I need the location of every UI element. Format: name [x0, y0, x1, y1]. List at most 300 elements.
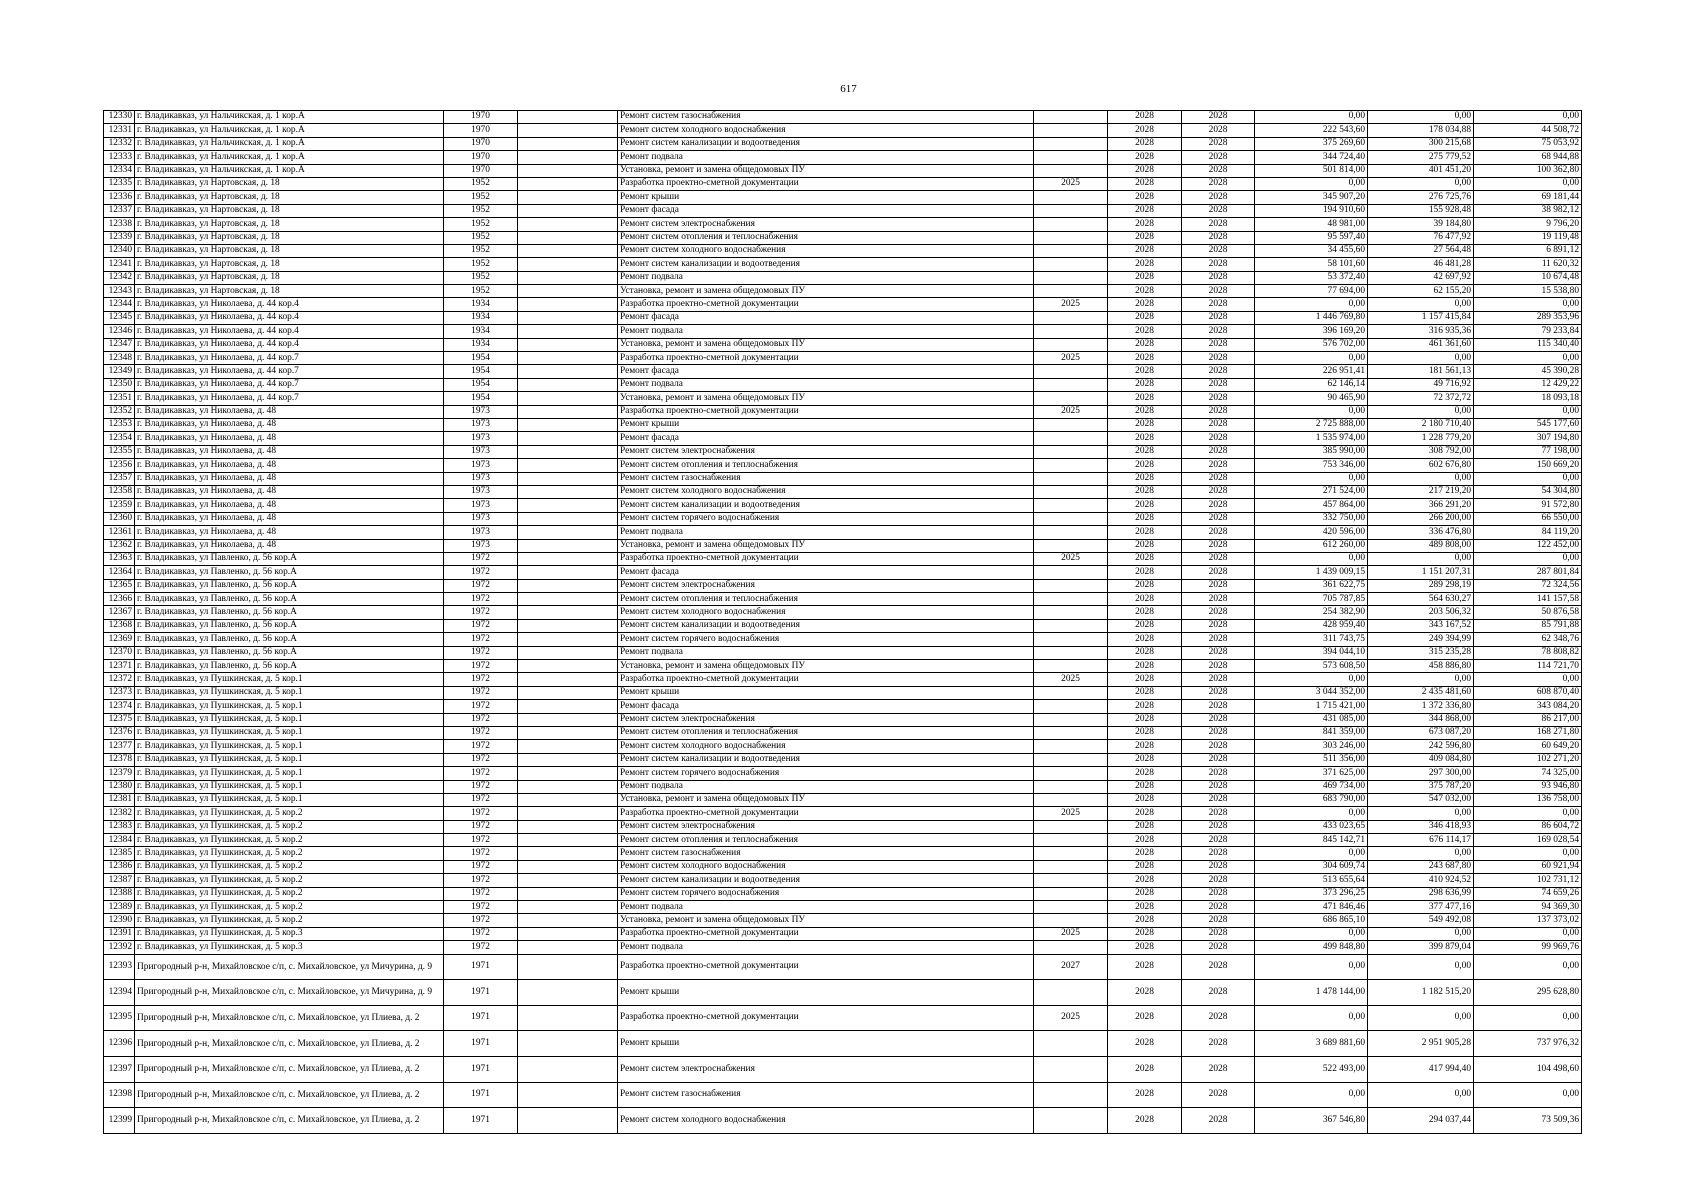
- table-row: [104, 352, 1582, 365]
- total-cost-cell: 90 465,90: [1255, 392, 1368, 405]
- fund-cost-cell: 217 219,20: [1368, 485, 1474, 498]
- total-cost-cell: 753 346,00: [1255, 459, 1368, 472]
- psd-year-cell: [1034, 941, 1108, 954]
- work-type-cell: Ремонт крыши: [618, 1031, 1034, 1057]
- address-cell: г. Владикавказ, ул Пушкинская, д. 5 кор.1: [135, 713, 444, 726]
- work-type-cell: Ремонт систем отопления и теплоснабжения: [618, 726, 1034, 739]
- fund-cost-cell: 346 418,93: [1368, 820, 1474, 833]
- build-year-cell: 1973: [444, 499, 518, 512]
- psd-year-cell: [1034, 418, 1108, 431]
- build-year-cell: 1973: [444, 445, 518, 458]
- address-cell: г. Владикавказ, ул Пушкинская, д. 5 кор.2: [135, 860, 444, 873]
- plan-year-end-cell: 2028: [1182, 874, 1255, 887]
- address-cell: г. Владикавказ, ул Павленко, д. 56 кор.А: [135, 660, 444, 673]
- plan-year-end-cell: 2028: [1182, 780, 1255, 793]
- build-year-cell: 1971: [444, 954, 518, 980]
- owners-cost-cell: 136 758,00: [1474, 793, 1582, 806]
- table-row: [104, 231, 1582, 244]
- psd-year-cell: [1034, 378, 1108, 391]
- total-cost-cell: 373 296,25: [1255, 887, 1368, 900]
- row-number-cell: 12342: [104, 271, 135, 284]
- build-year-cell: 1954: [444, 378, 518, 391]
- empty-cell: [518, 579, 618, 592]
- total-cost-cell: 0,00: [1255, 673, 1368, 686]
- address-cell: г. Владикавказ, ул Пушкинская, д. 5 кор.3: [135, 927, 444, 940]
- total-cost-cell: 0,00: [1255, 927, 1368, 940]
- address-cell: г. Владикавказ, ул Пушкинская, д. 5 кор.2: [135, 874, 444, 887]
- build-year-cell: 1973: [444, 526, 518, 539]
- owners-cost-cell: 93 946,80: [1474, 780, 1582, 793]
- plan-year-end-cell: 2028: [1182, 271, 1255, 284]
- empty-cell: [518, 847, 618, 860]
- plan-year-start-cell: 2028: [1108, 686, 1182, 699]
- build-year-cell: 1954: [444, 365, 518, 378]
- plan-year-end-cell: 2028: [1182, 901, 1255, 914]
- row-number-cell: 12386: [104, 860, 135, 873]
- fund-cost-cell: 461 361,60: [1368, 338, 1474, 351]
- plan-year-start-cell: 2028: [1108, 726, 1182, 739]
- table-row: [104, 901, 1582, 914]
- work-type-cell: Ремонт систем канализации и водоотведения: [618, 499, 1034, 512]
- psd-year-cell: [1034, 1056, 1108, 1082]
- empty-cell: [518, 445, 618, 458]
- owners-cost-cell: 79 233,84: [1474, 325, 1582, 338]
- plan-year-start-cell: 2028: [1108, 124, 1182, 137]
- plan-year-start-cell: 2028: [1108, 807, 1182, 820]
- empty-cell: [518, 258, 618, 271]
- total-cost-cell: 194 910,60: [1255, 204, 1368, 217]
- psd-year-cell: [1034, 566, 1108, 579]
- total-cost-cell: 396 169,20: [1255, 325, 1368, 338]
- total-cost-cell: 58 101,60: [1255, 258, 1368, 271]
- fund-cost-cell: 155 928,48: [1368, 204, 1474, 217]
- work-type-cell: Ремонт систем холодного водоснабжения: [618, 485, 1034, 498]
- build-year-cell: 1973: [444, 485, 518, 498]
- work-type-cell: Ремонт фасада: [618, 432, 1034, 445]
- work-type-cell: Установка, ремонт и замена общедомовых ПУ: [618, 338, 1034, 351]
- plan-year-start-cell: 2028: [1108, 352, 1182, 365]
- fund-cost-cell: 489 808,00: [1368, 539, 1474, 552]
- owners-cost-cell: 73 509,36: [1474, 1108, 1582, 1134]
- plan-year-start-cell: 2028: [1108, 526, 1182, 539]
- fund-cost-cell: 1 182 515,20: [1368, 980, 1474, 1006]
- row-number-cell: 12397: [104, 1056, 135, 1082]
- total-cost-cell: 457 864,00: [1255, 499, 1368, 512]
- build-year-cell: 1972: [444, 927, 518, 940]
- psd-year-cell: [1034, 593, 1108, 606]
- work-type-cell: Ремонт систем канализации и водоотведения: [618, 753, 1034, 766]
- total-cost-cell: 304 609,74: [1255, 860, 1368, 873]
- build-year-cell: 1972: [444, 767, 518, 780]
- empty-cell: [518, 392, 618, 405]
- psd-year-cell: 2025: [1034, 927, 1108, 940]
- plan-year-start-cell: 2028: [1108, 941, 1182, 954]
- table-row: [104, 325, 1582, 338]
- plan-year-start-cell: 2028: [1108, 633, 1182, 646]
- table-row: [104, 1108, 1582, 1134]
- table-row: [104, 218, 1582, 231]
- address-cell: г. Владикавказ, ул Николаева, д. 44 кор.4: [135, 338, 444, 351]
- table-row: [104, 526, 1582, 539]
- fund-cost-cell: 178 034,88: [1368, 124, 1474, 137]
- plan-year-start-cell: 2028: [1108, 432, 1182, 445]
- row-number-cell: 12393: [104, 954, 135, 980]
- empty-cell: [518, 1056, 618, 1082]
- work-type-cell: Разработка проектно-сметной документации: [618, 1005, 1034, 1031]
- fund-cost-cell: 549 492,08: [1368, 914, 1474, 927]
- fund-cost-cell: 0,00: [1368, 472, 1474, 485]
- total-cost-cell: 1 535 974,00: [1255, 432, 1368, 445]
- table-row: [104, 472, 1582, 485]
- build-year-cell: 1972: [444, 914, 518, 927]
- plan-year-end-cell: 2028: [1182, 539, 1255, 552]
- table-row: [104, 191, 1582, 204]
- total-cost-cell: 0,00: [1255, 847, 1368, 860]
- fund-cost-cell: 203 506,32: [1368, 606, 1474, 619]
- build-year-cell: 1972: [444, 673, 518, 686]
- table-row: [104, 258, 1582, 271]
- build-year-cell: 1972: [444, 941, 518, 954]
- address-cell: г. Владикавказ, ул Пушкинская, д. 5 кор.1: [135, 753, 444, 766]
- row-number-cell: 12357: [104, 472, 135, 485]
- empty-cell: [518, 311, 618, 324]
- total-cost-cell: 433 023,65: [1255, 820, 1368, 833]
- build-year-cell: 1934: [444, 298, 518, 311]
- plan-year-start-cell: 2028: [1108, 1031, 1182, 1057]
- table-row: [104, 673, 1582, 686]
- fund-cost-cell: 377 477,16: [1368, 901, 1474, 914]
- row-number-cell: 12348: [104, 352, 135, 365]
- row-number-cell: 12363: [104, 552, 135, 565]
- owners-cost-cell: 0,00: [1474, 847, 1582, 860]
- owners-cost-cell: 169 028,54: [1474, 834, 1582, 847]
- total-cost-cell: 705 787,85: [1255, 593, 1368, 606]
- empty-cell: [518, 1082, 618, 1108]
- empty-cell: [518, 432, 618, 445]
- total-cost-cell: 841 359,00: [1255, 726, 1368, 739]
- plan-year-end-cell: 2028: [1182, 980, 1255, 1006]
- empty-cell: [518, 298, 618, 311]
- empty-cell: [518, 780, 618, 793]
- capital-repair-table: [103, 110, 1582, 1134]
- build-year-cell: 1972: [444, 780, 518, 793]
- owners-cost-cell: 44 508,72: [1474, 124, 1582, 137]
- plan-year-start-cell: 2028: [1108, 606, 1182, 619]
- psd-year-cell: [1034, 499, 1108, 512]
- psd-year-cell: [1034, 392, 1108, 405]
- psd-year-cell: [1034, 887, 1108, 900]
- work-type-cell: Установка, ремонт и замена общедомовых ПУ: [618, 392, 1034, 405]
- owners-cost-cell: 68 944,88: [1474, 151, 1582, 164]
- table-row: [104, 646, 1582, 659]
- build-year-cell: 1952: [444, 244, 518, 257]
- plan-year-start-cell: 2028: [1108, 499, 1182, 512]
- total-cost-cell: 0,00: [1255, 954, 1368, 980]
- owners-cost-cell: 99 969,76: [1474, 941, 1582, 954]
- total-cost-cell: 0,00: [1255, 1005, 1368, 1031]
- address-cell: г. Владикавказ, ул Пушкинская, д. 5 кор.1: [135, 686, 444, 699]
- psd-year-cell: [1034, 767, 1108, 780]
- empty-cell: [518, 151, 618, 164]
- total-cost-cell: 394 044,10: [1255, 646, 1368, 659]
- address-cell: г. Владикавказ, ул Нартовская, д. 18: [135, 218, 444, 231]
- work-type-cell: Установка, ремонт и замена общедомовых ПУ: [618, 793, 1034, 806]
- empty-cell: [518, 191, 618, 204]
- address-cell: г. Владикавказ, ул Николаева, д. 44 кор.7: [135, 378, 444, 391]
- address-cell: г. Владикавказ, ул Пушкинская, д. 5 кор.1: [135, 793, 444, 806]
- total-cost-cell: 375 269,60: [1255, 137, 1368, 150]
- empty-cell: [518, 539, 618, 552]
- build-year-cell: 1972: [444, 593, 518, 606]
- plan-year-start-cell: 2028: [1108, 459, 1182, 472]
- row-number-cell: 12371: [104, 660, 135, 673]
- empty-cell: [518, 218, 618, 231]
- table-row: [104, 834, 1582, 847]
- plan-year-start-cell: 2028: [1108, 485, 1182, 498]
- fund-cost-cell: 298 636,99: [1368, 887, 1474, 900]
- row-number-cell: 12395: [104, 1005, 135, 1031]
- empty-cell: [518, 874, 618, 887]
- plan-year-start-cell: 2028: [1108, 887, 1182, 900]
- psd-year-cell: [1034, 980, 1108, 1006]
- work-type-cell: Ремонт систем отопления и теплоснабжения: [618, 231, 1034, 244]
- plan-year-start-cell: 2028: [1108, 445, 1182, 458]
- fund-cost-cell: 336 476,80: [1368, 526, 1474, 539]
- plan-year-end-cell: 2028: [1182, 1005, 1255, 1031]
- row-number-cell: 12341: [104, 258, 135, 271]
- owners-cost-cell: 150 669,20: [1474, 459, 1582, 472]
- build-year-cell: 1952: [444, 177, 518, 190]
- address-cell: г. Владикавказ, ул Пушкинская, д. 5 кор.1: [135, 700, 444, 713]
- owners-cost-cell: 62 348,76: [1474, 633, 1582, 646]
- work-type-cell: Ремонт систем отопления и теплоснабжения: [618, 459, 1034, 472]
- row-number-cell: 12394: [104, 980, 135, 1006]
- plan-year-end-cell: 2028: [1182, 740, 1255, 753]
- fund-cost-cell: 62 155,20: [1368, 285, 1474, 298]
- psd-year-cell: [1034, 191, 1108, 204]
- fund-cost-cell: 243 687,80: [1368, 860, 1474, 873]
- build-year-cell: 1973: [444, 472, 518, 485]
- owners-cost-cell: 45 390,28: [1474, 365, 1582, 378]
- table-row: [104, 244, 1582, 257]
- owners-cost-cell: 0,00: [1474, 111, 1582, 124]
- psd-year-cell: [1034, 325, 1108, 338]
- psd-year-cell: [1034, 151, 1108, 164]
- plan-year-end-cell: 2028: [1182, 579, 1255, 592]
- fund-cost-cell: 2 951 905,28: [1368, 1031, 1474, 1057]
- table-row: [104, 860, 1582, 873]
- empty-cell: [518, 512, 618, 525]
- plan-year-end-cell: 2028: [1182, 352, 1255, 365]
- psd-year-cell: [1034, 700, 1108, 713]
- work-type-cell: Установка, ремонт и замена общедомовых ПУ: [618, 539, 1034, 552]
- address-cell: г. Владикавказ, ул Нальчикская, д. 1 кор.А: [135, 111, 444, 124]
- work-type-cell: Ремонт подвала: [618, 941, 1034, 954]
- psd-year-cell: 2025: [1034, 352, 1108, 365]
- empty-cell: [518, 793, 618, 806]
- plan-year-start-cell: 2028: [1108, 164, 1182, 177]
- work-type-cell: Разработка проектно-сметной документации: [618, 177, 1034, 190]
- empty-cell: [518, 378, 618, 391]
- work-type-cell: Ремонт систем холодного водоснабжения: [618, 860, 1034, 873]
- empty-cell: [518, 1108, 618, 1134]
- row-number-cell: 12358: [104, 485, 135, 498]
- owners-cost-cell: 10 674,48: [1474, 271, 1582, 284]
- total-cost-cell: 0,00: [1255, 552, 1368, 565]
- table-row: [104, 619, 1582, 632]
- owners-cost-cell: 168 271,80: [1474, 726, 1582, 739]
- empty-cell: [518, 941, 618, 954]
- plan-year-end-cell: 2028: [1182, 191, 1255, 204]
- build-year-cell: 1972: [444, 646, 518, 659]
- plan-year-end-cell: 2028: [1182, 338, 1255, 351]
- fund-cost-cell: 76 477,92: [1368, 231, 1474, 244]
- row-number-cell: 12335: [104, 177, 135, 190]
- work-type-cell: Ремонт систем холодного водоснабжения: [618, 1108, 1034, 1134]
- work-type-cell: Ремонт систем канализации и водоотведения: [618, 137, 1034, 150]
- build-year-cell: 1952: [444, 258, 518, 271]
- row-number-cell: 12381: [104, 793, 135, 806]
- row-number-cell: 12379: [104, 767, 135, 780]
- work-type-cell: Ремонт систем канализации и водоотведения: [618, 874, 1034, 887]
- table-row: [104, 177, 1582, 190]
- empty-cell: [518, 646, 618, 659]
- work-type-cell: Ремонт систем горячего водоснабжения: [618, 767, 1034, 780]
- build-year-cell: 1952: [444, 271, 518, 284]
- psd-year-cell: [1034, 512, 1108, 525]
- fund-cost-cell: 181 561,13: [1368, 365, 1474, 378]
- work-type-cell: Разработка проектно-сметной документации: [618, 352, 1034, 365]
- plan-year-end-cell: 2028: [1182, 1031, 1255, 1057]
- total-cost-cell: 513 655,64: [1255, 874, 1368, 887]
- build-year-cell: 1952: [444, 231, 518, 244]
- build-year-cell: 1972: [444, 566, 518, 579]
- work-type-cell: Ремонт крыши: [618, 686, 1034, 699]
- psd-year-cell: [1034, 271, 1108, 284]
- plan-year-end-cell: 2028: [1182, 660, 1255, 673]
- work-type-cell: Ремонт систем отопления и теплоснабжения: [618, 593, 1034, 606]
- row-number-cell: 12330: [104, 111, 135, 124]
- build-year-cell: 1971: [444, 1082, 518, 1108]
- plan-year-start-cell: 2028: [1108, 191, 1182, 204]
- work-type-cell: Ремонт фасада: [618, 700, 1034, 713]
- table-row: [104, 566, 1582, 579]
- plan-year-start-cell: 2028: [1108, 740, 1182, 753]
- row-number-cell: 12359: [104, 499, 135, 512]
- work-type-cell: Ремонт крыши: [618, 418, 1034, 431]
- work-type-cell: Ремонт подвала: [618, 151, 1034, 164]
- work-type-cell: Разработка проектно-сметной документации: [618, 807, 1034, 820]
- psd-year-cell: 2027: [1034, 954, 1108, 980]
- plan-year-start-cell: 2028: [1108, 1108, 1182, 1134]
- build-year-cell: 1973: [444, 405, 518, 418]
- table-row: [104, 499, 1582, 512]
- table-row: [104, 820, 1582, 833]
- plan-year-end-cell: 2028: [1182, 526, 1255, 539]
- address-cell: г. Владикавказ, ул Николаева, д. 44 кор.7: [135, 352, 444, 365]
- address-cell: Пригородный р-н, Михайловское с/п, с. Михайловское, ул Плиева, д. 2: [135, 1108, 444, 1134]
- work-type-cell: Ремонт систем холодного водоснабжения: [618, 606, 1034, 619]
- fund-cost-cell: 297 300,00: [1368, 767, 1474, 780]
- psd-year-cell: [1034, 847, 1108, 860]
- owners-cost-cell: 104 498,60: [1474, 1056, 1582, 1082]
- total-cost-cell: 0,00: [1255, 298, 1368, 311]
- fund-cost-cell: 72 372,72: [1368, 392, 1474, 405]
- build-year-cell: 1972: [444, 660, 518, 673]
- psd-year-cell: [1034, 445, 1108, 458]
- plan-year-end-cell: 2028: [1182, 204, 1255, 217]
- build-year-cell: 1952: [444, 285, 518, 298]
- fund-cost-cell: 0,00: [1368, 111, 1474, 124]
- build-year-cell: 1972: [444, 847, 518, 860]
- owners-cost-cell: 19 119,48: [1474, 231, 1582, 244]
- plan-year-start-cell: 2028: [1108, 660, 1182, 673]
- fund-cost-cell: 401 451,20: [1368, 164, 1474, 177]
- empty-cell: [518, 285, 618, 298]
- plan-year-start-cell: 2028: [1108, 204, 1182, 217]
- owners-cost-cell: 307 194,80: [1474, 432, 1582, 445]
- address-cell: г. Владикавказ, ул Николаева, д. 44 кор.4: [135, 298, 444, 311]
- fund-cost-cell: 547 032,00: [1368, 793, 1474, 806]
- row-number-cell: 12343: [104, 285, 135, 298]
- total-cost-cell: 612 260,00: [1255, 539, 1368, 552]
- build-year-cell: 1972: [444, 726, 518, 739]
- fund-cost-cell: 46 481,28: [1368, 258, 1474, 271]
- page-number: 617: [840, 83, 857, 95]
- psd-year-cell: [1034, 874, 1108, 887]
- build-year-cell: 1972: [444, 860, 518, 873]
- plan-year-start-cell: 2028: [1108, 325, 1182, 338]
- row-number-cell: 12333: [104, 151, 135, 164]
- fund-cost-cell: 417 994,40: [1368, 1056, 1474, 1082]
- owners-cost-cell: 86 217,00: [1474, 713, 1582, 726]
- work-type-cell: Ремонт систем горячего водоснабжения: [618, 887, 1034, 900]
- row-number-cell: 12346: [104, 325, 135, 338]
- work-type-cell: Ремонт систем электроснабжения: [618, 713, 1034, 726]
- row-number-cell: 12373: [104, 686, 135, 699]
- fund-cost-cell: 39 184,80: [1368, 218, 1474, 231]
- fund-cost-cell: 294 037,44: [1368, 1108, 1474, 1134]
- row-number-cell: 12376: [104, 726, 135, 739]
- owners-cost-cell: 84 119,20: [1474, 526, 1582, 539]
- plan-year-end-cell: 2028: [1182, 927, 1255, 940]
- psd-year-cell: [1034, 793, 1108, 806]
- work-type-cell: Ремонт подвала: [618, 780, 1034, 793]
- work-type-cell: Ремонт систем холодного водоснабжения: [618, 740, 1034, 753]
- total-cost-cell: 222 543,60: [1255, 124, 1368, 137]
- plan-year-end-cell: 2028: [1182, 726, 1255, 739]
- build-year-cell: 1954: [444, 392, 518, 405]
- psd-year-cell: [1034, 713, 1108, 726]
- fund-cost-cell: 308 792,00: [1368, 445, 1474, 458]
- owners-cost-cell: 287 801,84: [1474, 566, 1582, 579]
- fund-cost-cell: 289 298,19: [1368, 579, 1474, 592]
- total-cost-cell: 53 372,40: [1255, 271, 1368, 284]
- table-row: [104, 124, 1582, 137]
- address-cell: г. Владикавказ, ул Нартовская, д. 18: [135, 258, 444, 271]
- table-row: [104, 606, 1582, 619]
- empty-cell: [518, 472, 618, 485]
- plan-year-end-cell: 2028: [1182, 646, 1255, 659]
- psd-year-cell: [1034, 311, 1108, 324]
- psd-year-cell: [1034, 526, 1108, 539]
- plan-year-end-cell: 2028: [1182, 378, 1255, 391]
- table-row: [104, 700, 1582, 713]
- plan-year-end-cell: 2028: [1182, 753, 1255, 766]
- address-cell: г. Владикавказ, ул Пушкинская, д. 5 кор.2: [135, 901, 444, 914]
- empty-cell: [518, 713, 618, 726]
- table-row: [104, 633, 1582, 646]
